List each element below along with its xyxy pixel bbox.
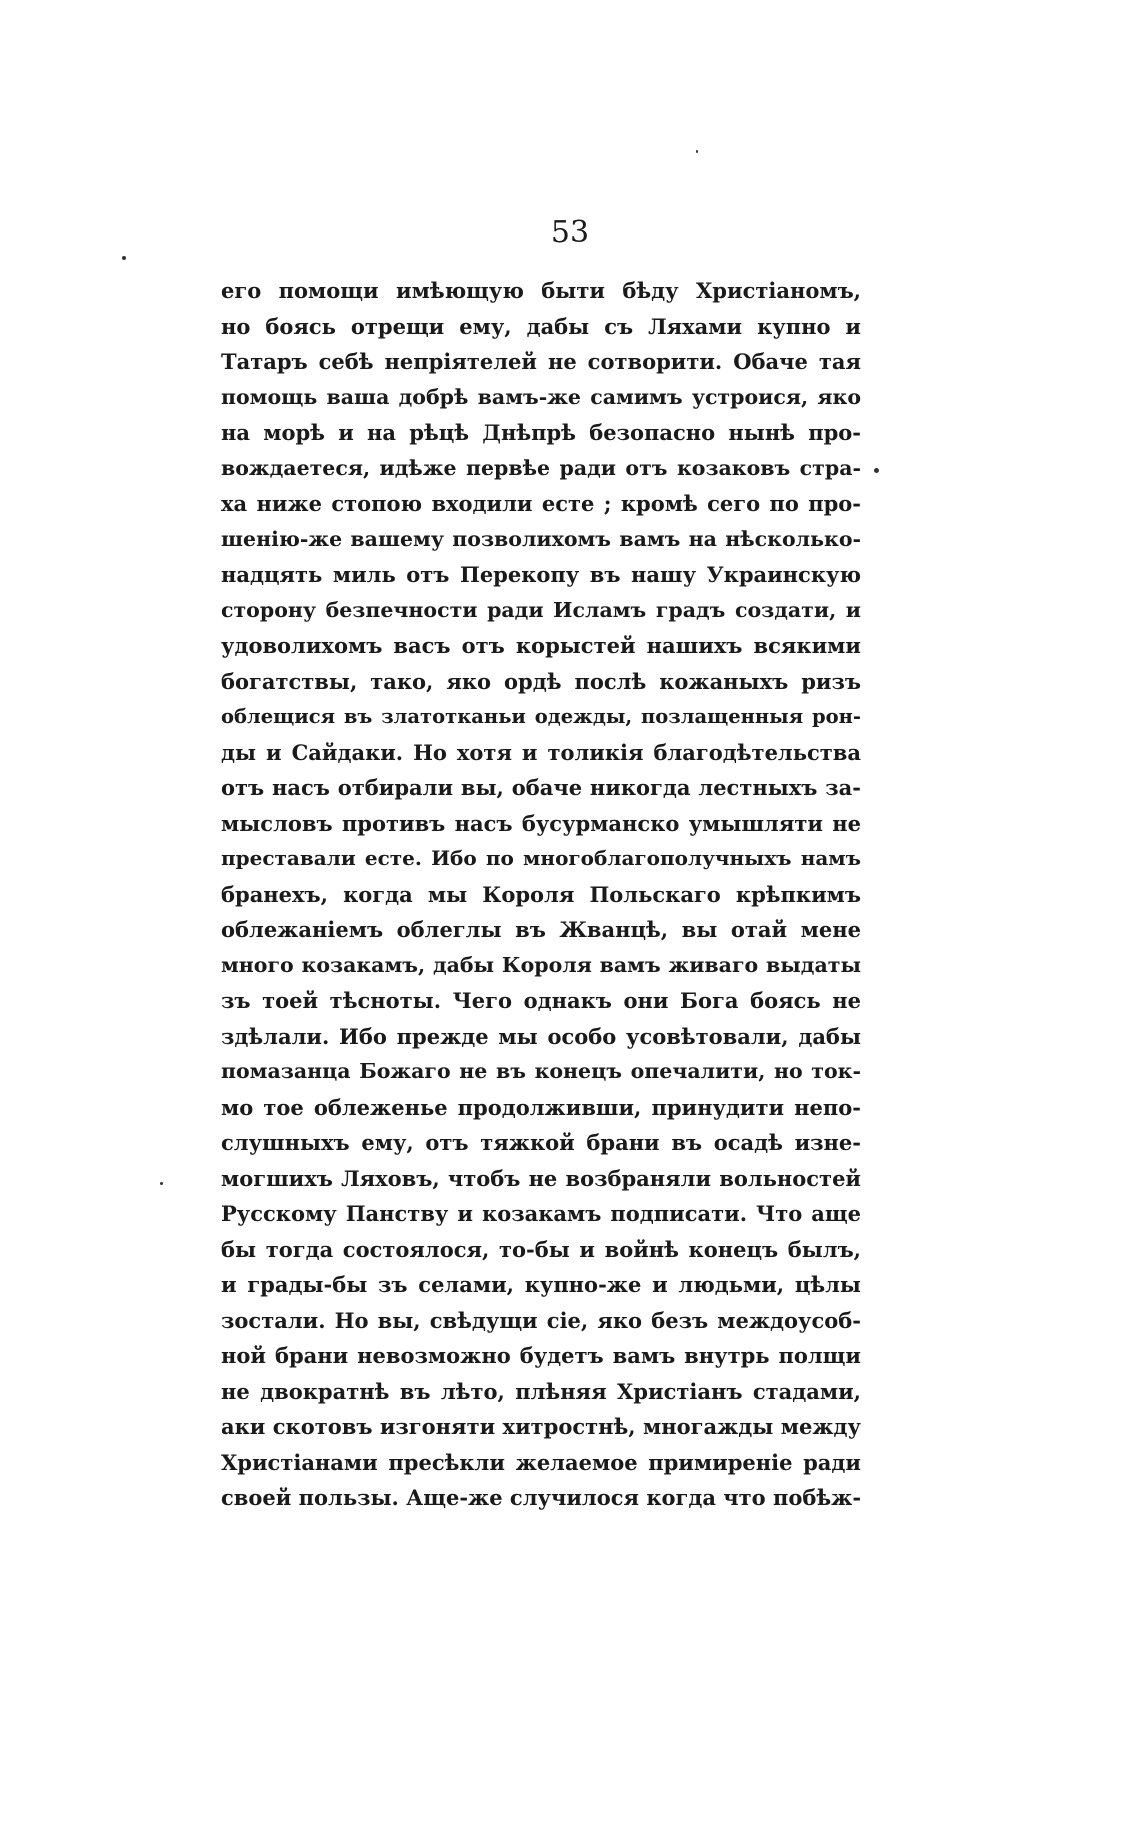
text-line: могшихъ Ляховъ, чтобъ не возбраняли вольностей bbox=[221, 1165, 861, 1191]
text-line: облещися въ златотканьи одежды, позлащенныя рон- bbox=[221, 705, 861, 728]
text-line: Татаръ себѣ непріятелей не сотворити. Обаче тая bbox=[221, 349, 861, 374]
text-line: ной брани невозможно будетъ вамъ внутрь полщи bbox=[221, 1343, 861, 1368]
margin-speck bbox=[160, 1182, 163, 1185]
text-line: отъ насъ отбирали вы, обаче никогда лестныхъ за- bbox=[221, 775, 861, 800]
text-line: мо тое облеженье продолживши, принудити непо- bbox=[221, 1094, 861, 1120]
text-line: на морѣ и на рѣцѣ Днѣпрѣ безопасно нынѣ про- bbox=[221, 420, 861, 445]
text-line: зъ тоей тѣсноты. Чего однакъ они Бога боясь не bbox=[221, 988, 861, 1013]
text-line: сторону безпечности ради Исламъ градъ создати, и bbox=[221, 597, 861, 622]
text-line: преставали есте. Ибо по многоблагополучныхъ намъ bbox=[221, 846, 861, 870]
text-line: слушныхъ ему, отъ тяжкой брани въ осадѣ изне- bbox=[221, 1130, 861, 1155]
text-line: но боясь отрещи ему, дабы съ Ляхами купно и bbox=[221, 313, 861, 339]
text-line: удоволихомъ васъ отъ корыстей нашихъ всякими bbox=[221, 633, 861, 658]
text-line: мысловъ противъ насъ бусурманско умышляти не bbox=[221, 810, 861, 836]
text-line: здѣлали. Ибо прежде мы особо усовѣтовали, дабы bbox=[221, 1023, 861, 1049]
text-line: вождаетеся, идѣже первѣе ради отъ козаковъ стра- bbox=[221, 455, 861, 480]
text-line: помощь ваша добрѣ вамъ-же самимъ устроися, яко bbox=[221, 384, 861, 409]
text-line: зостали. Но вы, свѣдущи сіе, яко безъ междоусоб- bbox=[221, 1307, 861, 1333]
text-line: облежаніемъ облеглы въ Жванцѣ, вы отай мене bbox=[221, 917, 861, 942]
text-line: ха ниже стопою входили есте ; кромѣ сего по про- bbox=[221, 491, 861, 516]
text-line: надцять миль отъ Перекопу въ нашу Украинскую bbox=[221, 562, 861, 587]
margin-speck bbox=[122, 256, 126, 260]
text-line: помазанца Божаго не въ конецъ опечалити, но ток- bbox=[221, 1059, 861, 1083]
text-line: ды и Сайдаки. Но хотя и толикія благодѣтельства bbox=[221, 739, 861, 765]
text-line: шенію-же вашему позволихомъ вамъ на нѣсколько- bbox=[221, 526, 861, 551]
text-line: Христіанами пресѣкли желаемое примиреніе ради bbox=[221, 1449, 861, 1475]
text-line: его помощи имѣющую быти бѣду Христіаномъ, bbox=[221, 278, 861, 303]
text-line: богатствы, тако, яко ордѣ послѣ кожаныхъ ризъ bbox=[221, 668, 861, 694]
page-number: 53 bbox=[550, 215, 590, 250]
margin-speck bbox=[874, 468, 879, 473]
text-line: и грады-бы зъ селами, купно-же и людьми, цѣлы bbox=[221, 1272, 861, 1297]
text-line: бранехъ, когда мы Короля Польскаго крѣпкимъ bbox=[221, 881, 861, 907]
text-line: не двократнѣ въ лѣто, плѣняя Христіанъ стадами, bbox=[221, 1378, 861, 1404]
body-text bbox=[221, 273, 861, 1516]
text-line: своей пользы. Аще-же случилося когда что побѣж- bbox=[221, 1485, 861, 1510]
text-line: Русскому Панству и козакамъ подписати. Что аще bbox=[221, 1201, 861, 1226]
text-line: аки скотовъ изгоняти хитростнѣ, многажды между bbox=[221, 1414, 861, 1439]
margin-speck bbox=[696, 150, 698, 153]
text-line: много козакамъ, дабы Короля вамъ живаго выдаты bbox=[221, 952, 861, 977]
text-line: бы тогда состоялося, то-бы и войнѣ конецъ былъ, bbox=[221, 1236, 861, 1262]
